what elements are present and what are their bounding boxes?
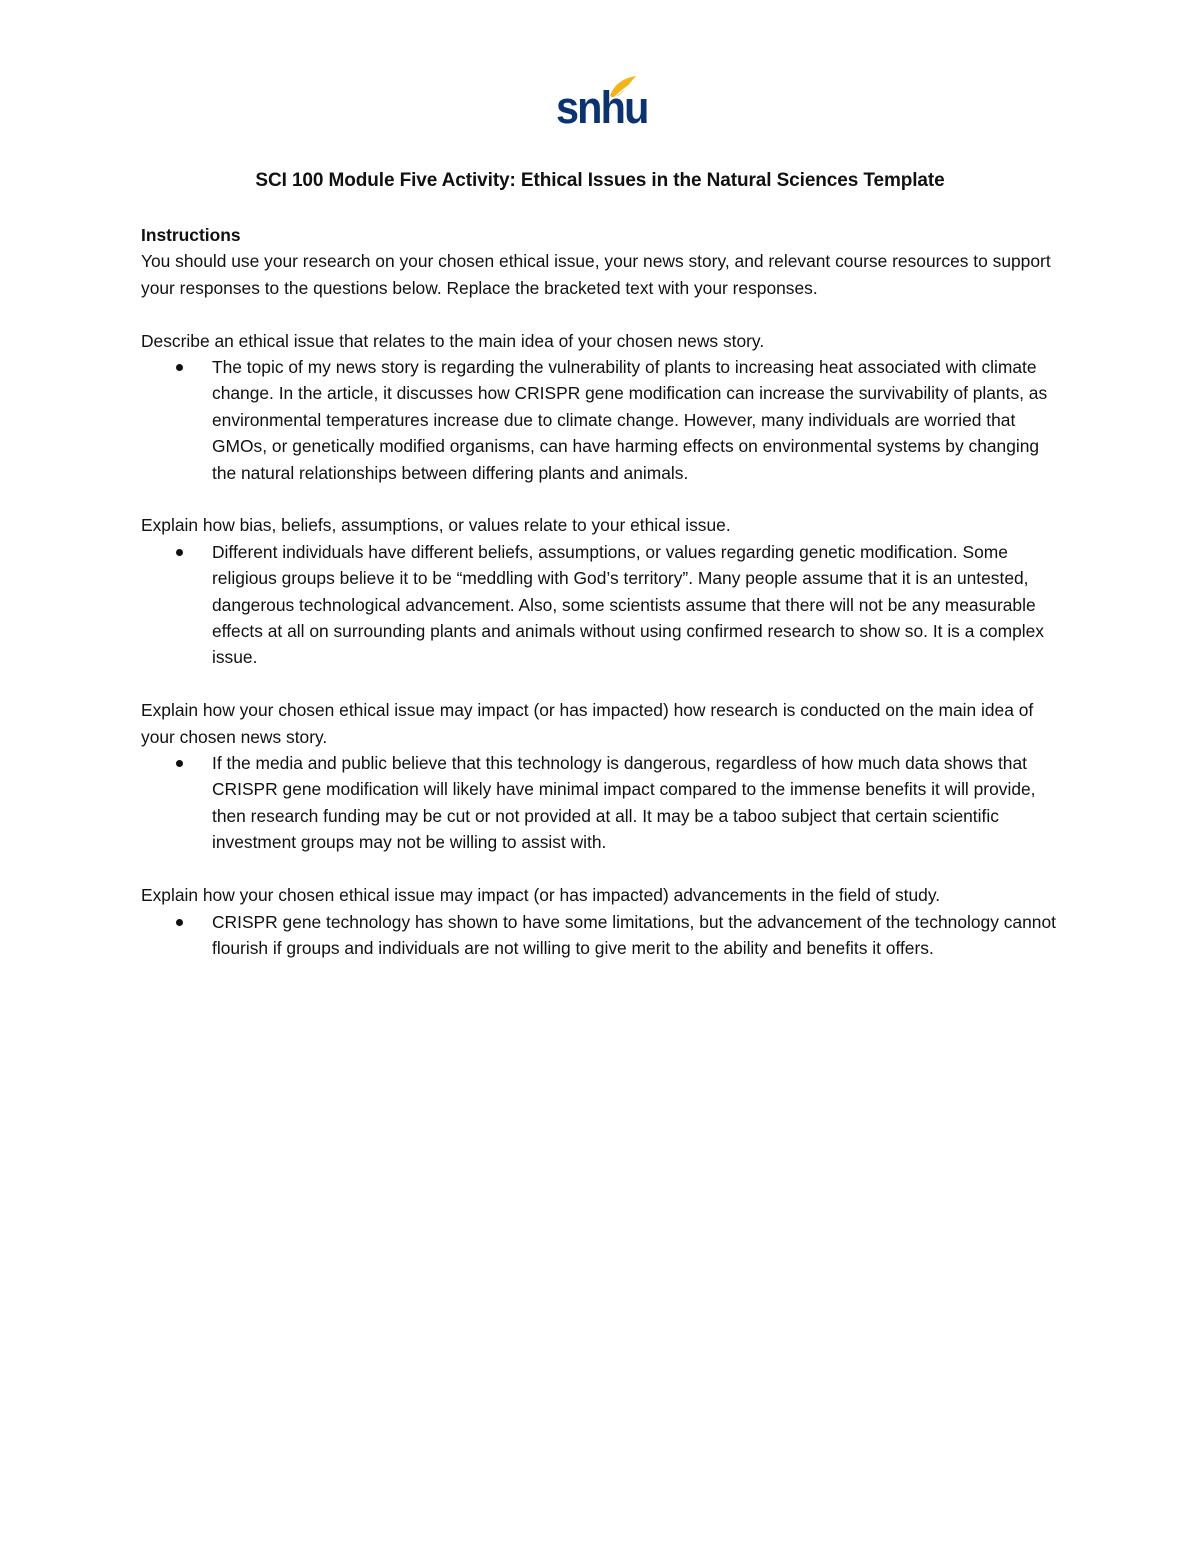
bullet-icon bbox=[176, 549, 183, 556]
answer-list-2 bbox=[141, 539, 1061, 671]
spacer bbox=[141, 301, 1061, 327]
question-prompt-3: Explain how your chosen ethical issue may impact (or has impacted) how research is conducted on the main idea of your chosen news story. bbox=[141, 700, 1034, 747]
answer-text-2: Different individuals have different beliefs, assumptions, or values regarding genetic modification. Some religious groups believe it to be “meddling with God’s territory”. Many people assume that it is an untested, dangerous technological advancement. Also, some scientists assume that there will not be any measurable effects at all on surrounding plants and animals without using confirmed research to show so. It is a complex issue. bbox=[212, 541, 1044, 668]
bullet-icon bbox=[176, 760, 183, 767]
logo-wordmark: snhu bbox=[556, 82, 648, 133]
answer-text-4: CRISPR gene technology has shown to have some limitations, but the advancement of the technology cannot flourish if groups and individuals are not willing to give merit to the ability and benefits it offers. bbox=[212, 911, 1056, 958]
snhu-logo bbox=[556, 74, 648, 133]
bullet-icon bbox=[176, 919, 183, 926]
document-body bbox=[141, 222, 1061, 961]
answer-item-4 bbox=[212, 909, 1061, 962]
answer-list-4 bbox=[141, 909, 1061, 962]
instructions-text: You should use your research on your chosen ethical issue, your news story, and relevant course resources to support your responses to the questions below. Replace the bracketed text with your responses. bbox=[141, 251, 1051, 298]
question-prompt-2: Explain how bias, beliefs, assumptions, or values relate to your ethical issue. bbox=[141, 515, 731, 536]
answer-text-1: The topic of my news story is regarding the vulnerability of plants to increasing heat associated with climate change. In the article, it discusses how CRISPR gene modification can increase the survivability of plants, as environmental temperatures increase due to climate change. However, many individuals are worried that GMOs, or genetically modified organisms, can have harming effects on environmental systems by changing the natural relationships between differing plants and animals. bbox=[212, 357, 1048, 483]
answer-list-3 bbox=[141, 750, 1061, 856]
answer-item-2 bbox=[212, 539, 1061, 671]
answer-item-3 bbox=[212, 750, 1061, 856]
spacer bbox=[141, 486, 1061, 512]
spacer bbox=[141, 856, 1061, 882]
question-prompt-1: Describe an ethical issue that relates to the main idea of your chosen news story. bbox=[141, 330, 765, 351]
bullet-icon bbox=[176, 364, 183, 371]
answer-item-1 bbox=[212, 354, 1061, 486]
answer-list-1 bbox=[141, 354, 1061, 486]
document-title: SCI 100 Module Five Activity: Ethical Issues in the Natural Sciences Template bbox=[255, 170, 945, 191]
answer-text-3: If the media and public believe that this technology is dangerous, regardless of how much data shows that CRISPR gene modification will likely have minimal impact compared to the immense benefits it will provide, then research funding may be cut or not provided at all. It may be a taboo subject that certain scientific investment groups may not be willing to assist with. bbox=[212, 753, 1036, 853]
instructions-heading: Instructions bbox=[141, 225, 241, 245]
spacer bbox=[141, 671, 1061, 697]
question-prompt-4: Explain how your chosen ethical issue may impact (or has impacted) advancements in the field of study. bbox=[141, 885, 941, 906]
